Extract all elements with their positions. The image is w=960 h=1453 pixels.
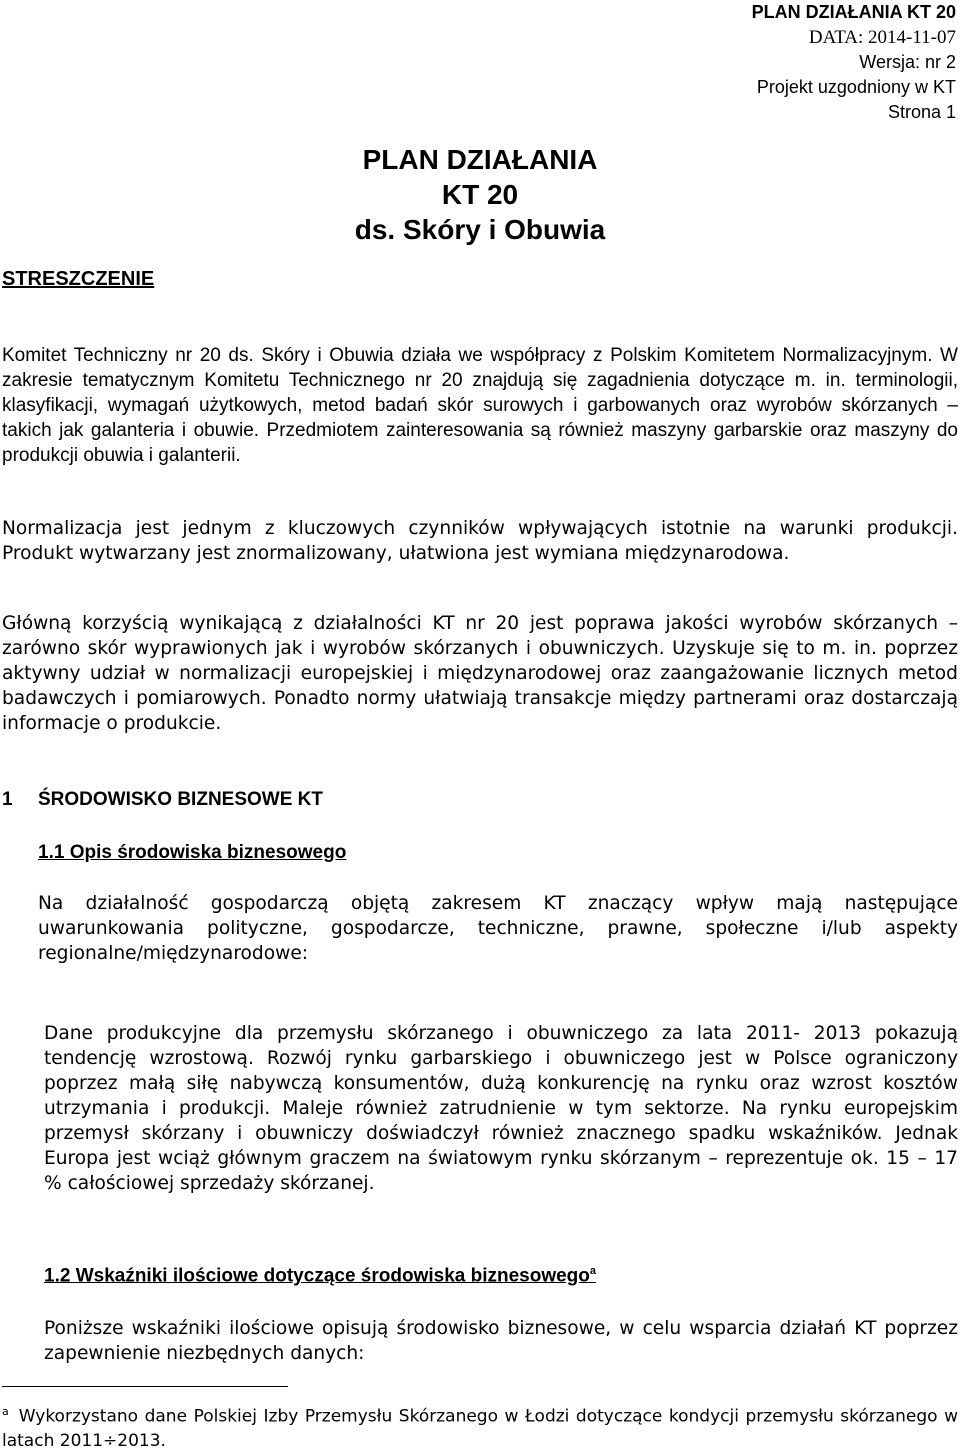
footnote <box>2 1400 958 1453</box>
section-1-number: 1 <box>2 789 13 810</box>
header-page-number: Strona 1 <box>887 102 956 122</box>
title-line-3: ds. Skóry i Obuwia <box>354 214 606 245</box>
page-header <box>752 0 956 125</box>
footnote-reference: a <box>589 1265 597 1277</box>
footnote-text: Wykorzystano dane Polskiej Izby Przemysłu Skórzanego w Łodzi dotyczące kondycji przemysłu skórzanego w latach 2011÷2013. <box>2 1406 958 1451</box>
subsection-1-1-body: Dane produkcyjne dla przemysłu skórzanego i obuwniczego za lata 2011- 2013 pokazują tendencję wzrostową. Rozwój rynku garbarskiego i obuwniczego jest w Polsce ograniczony poprzez małą siłę nabywczą konsumentów, dużą konkurencję na rynku oraz wzrost kosztów utrzymania i produkcji. Maleje również zatrudnienie w tym sektorze. Na rynku europejskim przemysł skórzany i obuwniczy doświadczył również znacznego spadku wskaźników. Jednak Europa jest wciąż głównym graczem na światowym rynku skórzanym – reprezentuje ok. 15 – 17 % całościowej sprzedaży skórzanej. <box>44 1023 958 1194</box>
section-1-heading <box>2 789 323 811</box>
summary-paragraph-2: Normalizacja jest jednym z kluczowych czynników wpływających istotnie na warunki produkcji. Produkt wytwarzany jest znormalizowany, ułatwiona jest wymiana międzynarodowa. <box>2 518 958 564</box>
title-line-1: PLAN DZIAŁANIA <box>362 144 598 175</box>
subsection-1-2-body: Poniższe wskaźniki ilościowe opisują środowisko biznesowe, w celu wsparcia działań KT poprzez zapewnienie niezbędnych danych: <box>44 1318 958 1364</box>
summary-heading: STRESZCZENIE <box>2 268 155 290</box>
document-title <box>0 142 960 247</box>
subsection-1-1-heading: 1.1 Opis środowiska biznesowego <box>38 842 347 863</box>
header-version: Wersja: nr 2 <box>859 52 956 72</box>
footnote-mark: a <box>2 1405 9 1418</box>
summary-paragraph-3: Główną korzyścią wynikającą z działalności KT nr 20 jest poprawa jakości wyrobów skórzanych – zarówno skór wyprawionych jak i wyrobów skórzanych i obuwniczych. Uzyskuje się to m. in. poprzez aktywny udział w normalizacji europejskiej i międzynarodowej oraz zaangażowanie licznych metod badawczych i pomiarowych. Ponadto normy ułatwiają transakcje między partnerami oraz dostarczają informacje o produkcie. <box>2 613 958 734</box>
subsection-1-2-title: 1.2 Wskaźniki ilościowe dotyczące środowiska biznesowego <box>44 1265 590 1287</box>
footnote-separator <box>2 1386 288 1387</box>
section-1-title: ŚRODOWISKO BIZNESOWE KT <box>38 789 323 810</box>
summary-paragraph-1: Komitet Techniczny nr 20 ds. Skóry i Obuwia działa we współpracy z Polskim Komitetem Normalizacyjnym. W zakresie tematycznym Komitetu Technicznego nr 20 znajdują się zagadnienia dotyczące m. in. terminologii, klasyfikacji, wymagań użytkowych, metod badań skór surowych i garbowanych oraz wyrobów skórzanych – takich jak galanteria i obuwie. Przedmiotem zainteresowania są również maszyny garbarskie oraz maszyny do produkcji obuwia i galanterii. <box>2 345 958 466</box>
header-date: DATA: 2014-11-07 <box>808 27 956 48</box>
subsection-1-1-intro: Na działalność gospodarczą objętą zakresem KT znaczący wpływ mają następujące uwarunkowania polityczne, gospodarcze, techniczne, prawne, społeczne i/lub aspekty regionalne/międzynarodowe: <box>38 893 958 964</box>
subsection-1-2-heading <box>44 1265 596 1287</box>
header-status: Projekt uzgodniony w KT <box>756 77 956 97</box>
header-plan-title: PLAN DZIAŁANIA KT 20 <box>751 2 956 22</box>
title-line-2: KT 20 <box>441 179 519 210</box>
